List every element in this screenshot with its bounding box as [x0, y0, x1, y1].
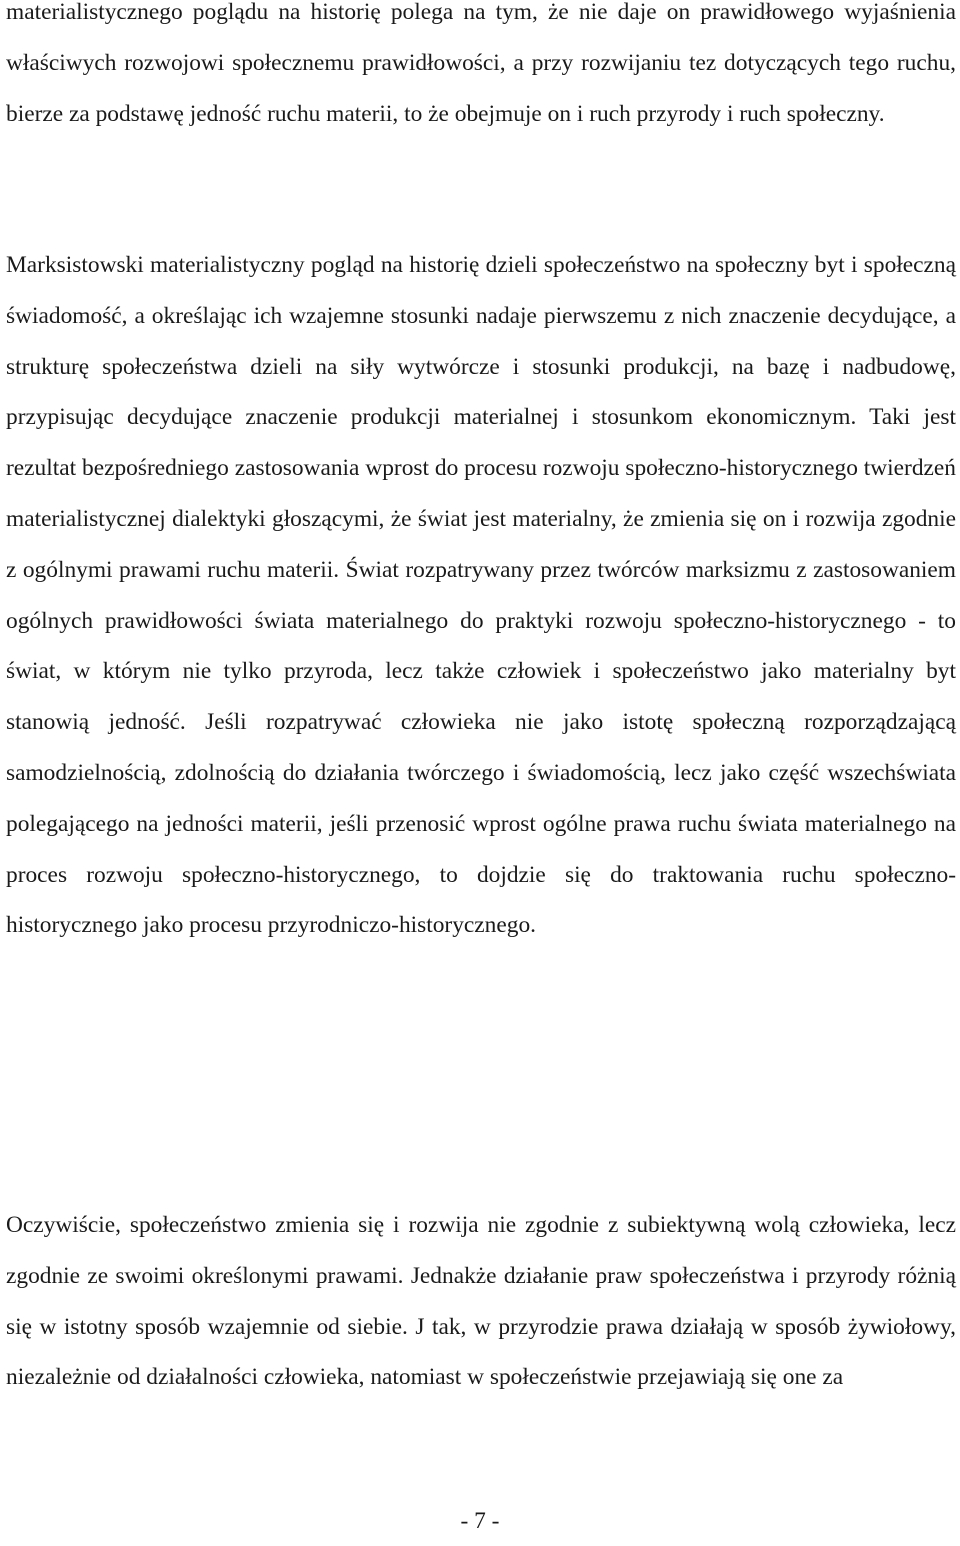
- paragraph-2: Marksistowski materialistyczny pogląd na historię dzieli społeczeństwo na społeczny byt i społeczną świadomość, a określając ich wzajemne stosunki nadaje pierwszemu z nich znaczenie decydujące, a strukturę społeczeństwa dzieli na siły wytwórcze i stosunki produkcji, na bazę i nadbudowę, przypisując decydujące znaczenie produkcji materialnej i stosunkom ekonomicznym. Taki jest rezultat bezpośredniego zastosowania wprost do procesu rozwoju społeczno-historycznego twierdzeń materialistycznej dialektyki głoszącymi, że świat jest materialny, że zmienia się on i rozwija zgodnie z ogólnymi prawami ruchu materii. Świat rozpatrywany przez twórców marksizmu z zastosowaniem ogólnych prawidłowości świata materialnego do praktyki rozwoju społeczno-historycznego - to świat, w którym nie tylko przyroda, lecz także człowiek i społeczeństwo jako materialny byt stanowią jedność. Jeśli rozpatrywać człowieka nie jako istotę społeczną rozporządzającą samodzielnością, zdolnością do działania twórczego i świadomością, lecz jako część wszechświata polegającego na jedności materii, jeśli przenosić wprost ogólne prawa ruchu świata materialnego na proces rozwoju społeczno-historycznego, to dojdzie się do traktowania ruchu społeczno-historycznego jako procesu przyrodniczo-historycznego.: [6, 252, 956, 939]
- paragraph-1: materialistycznego poglądu na historię polega na tym, że nie daje on prawidłowego wyjaśnienia właściwych rozwojowi społecznemu prawidłowości, a przy rozwijaniu tez dotyczących tego ruchu, bierze za podstawę jedność ruchu materii, to że obejmuje on i ruch przyrody i ruch społeczny.: [6, 0, 956, 127]
- page-number: - 7 -: [460, 1508, 500, 1534]
- paragraph-3: Oczywiście, społeczeństwo zmienia się i rozwija nie zgodnie z subiektywną wolą człowieka, lecz zgodnie ze swoimi określonymi prawami. Jednakże działanie praw społeczeństwa i przyrody różnią się w istotny sposób wzajemnie od siebie. J tak, w przyrodzie prawa działają w sposób żywiołowy, niezależnie od działalności człowieka, natomiast w społeczeństwie przejawiają się one za: [6, 1212, 956, 1391]
